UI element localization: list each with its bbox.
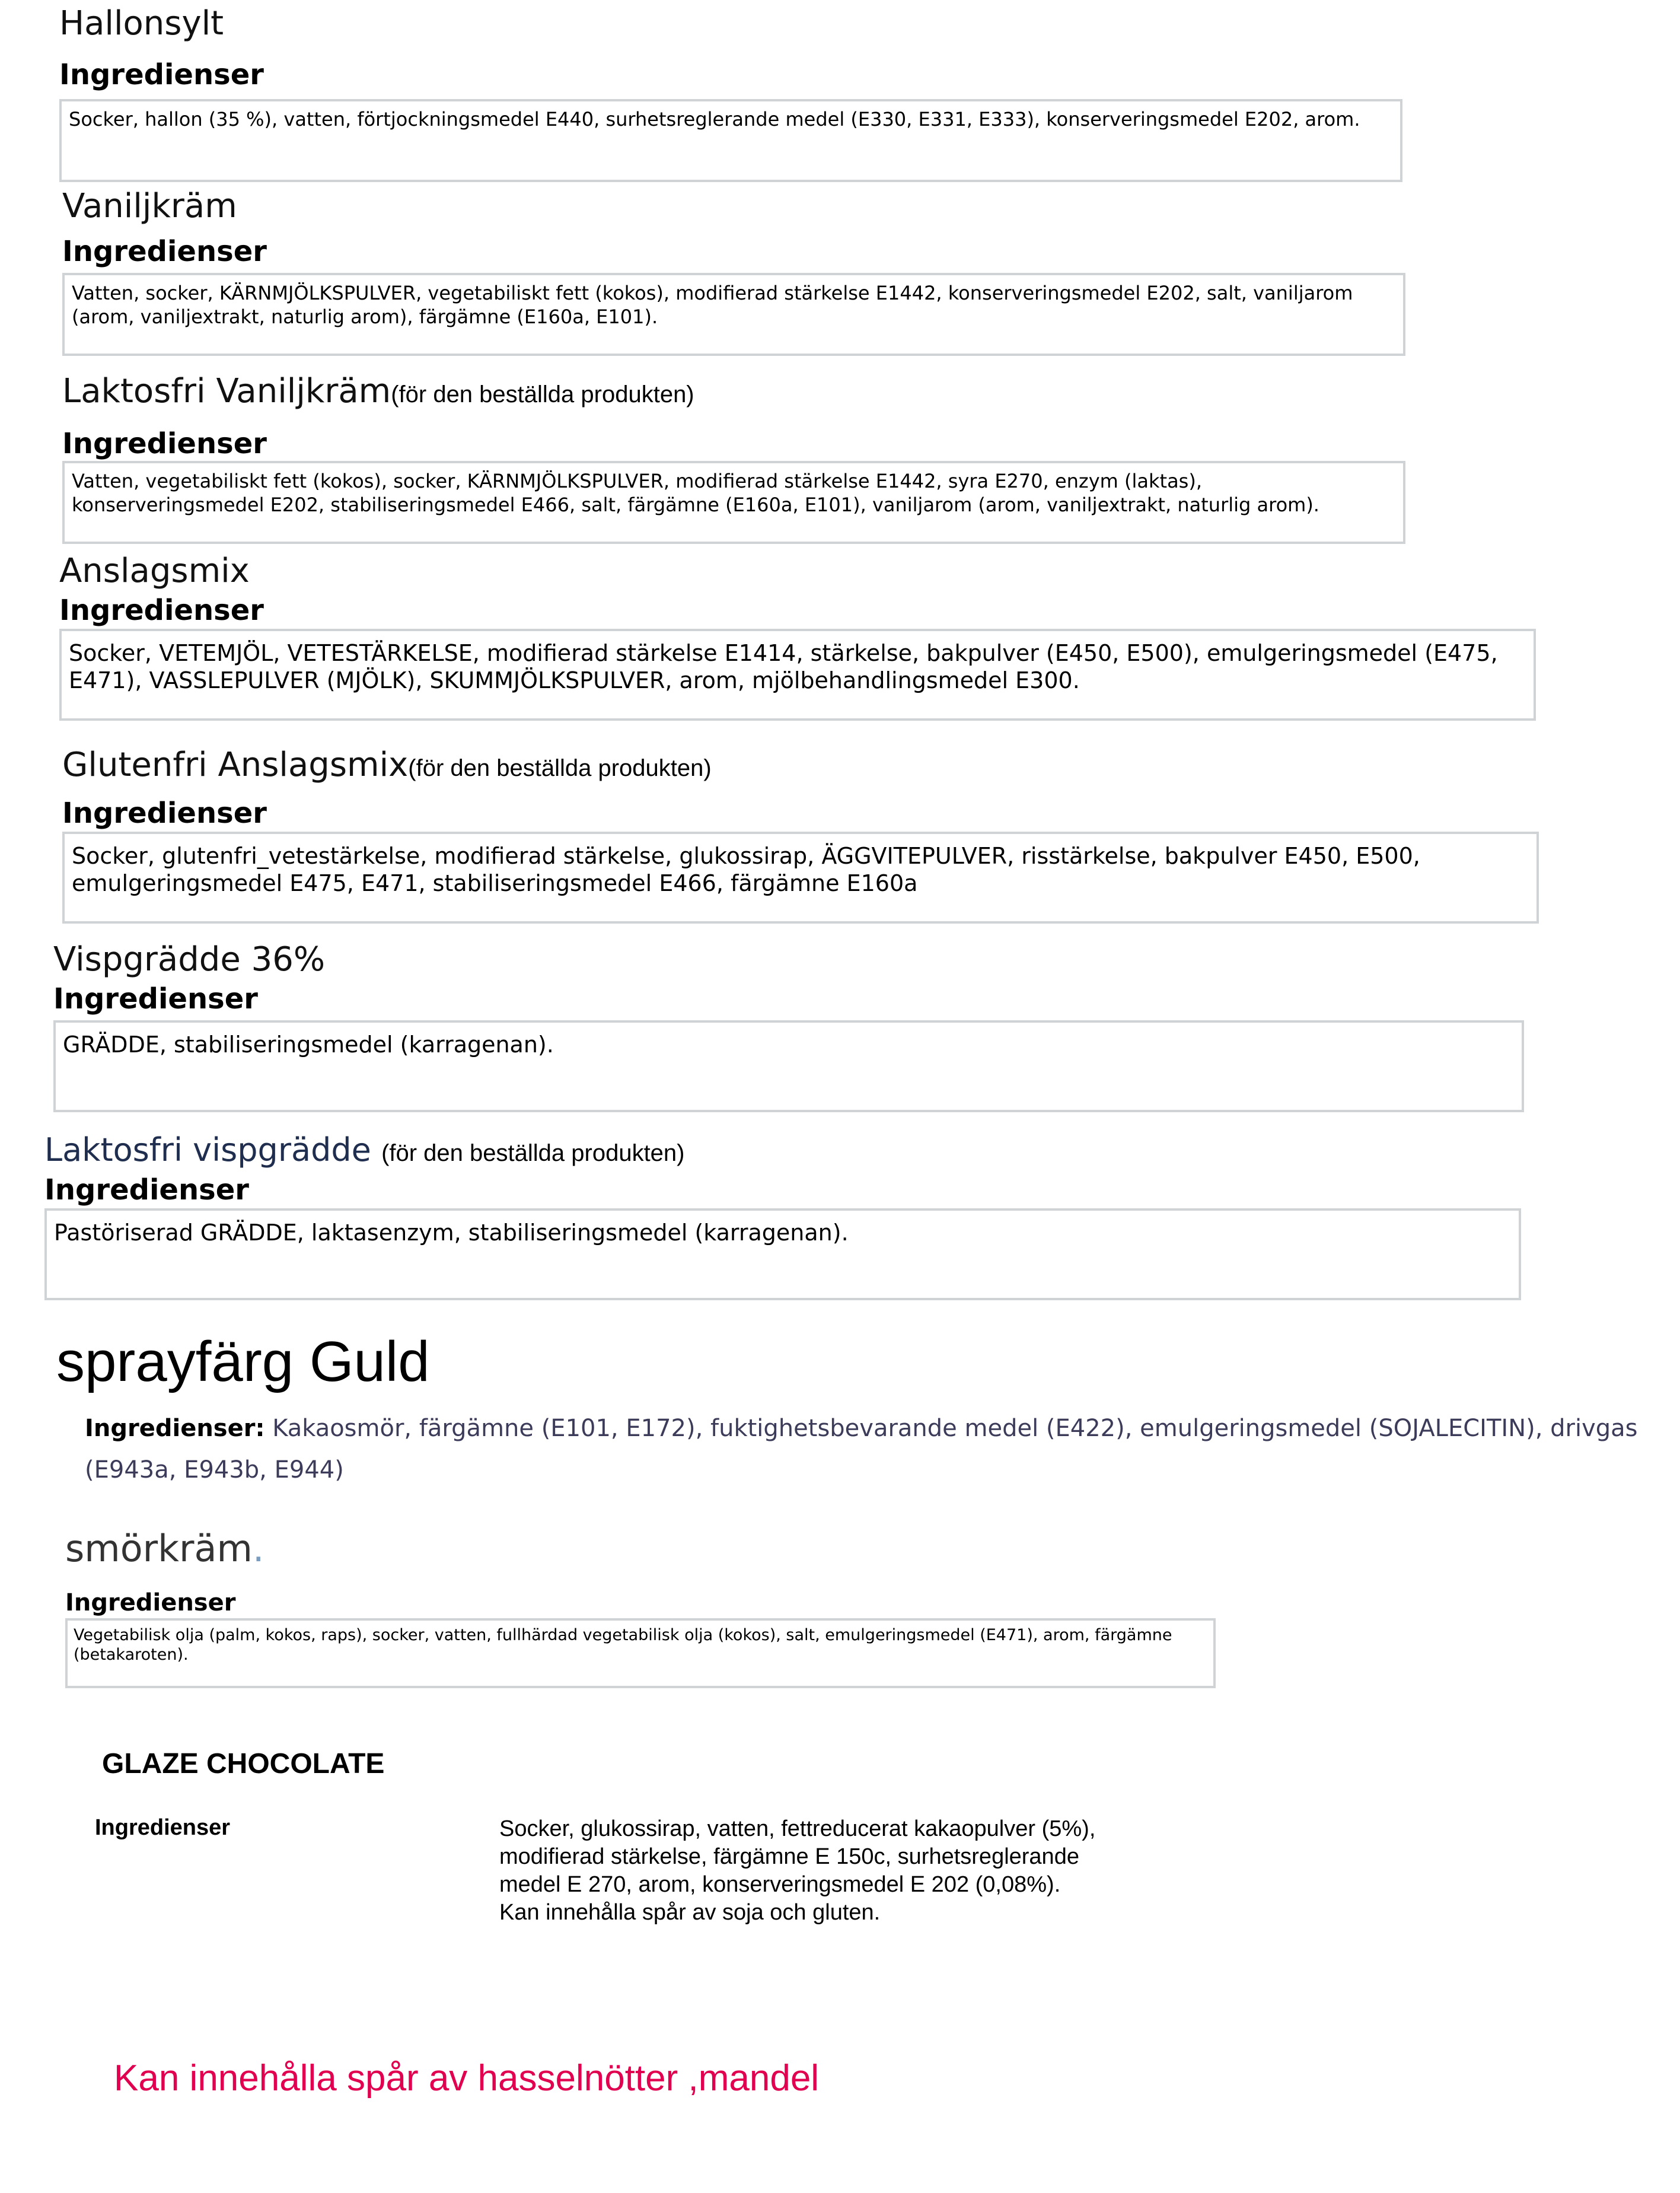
section-heading [44,1131,685,1169]
section-note: (för den beställda produkten) [381,1140,685,1166]
ingredients-label: Ingredienser [59,594,264,627]
ingredients-box: Vegetabilisk olja (palm, kokos, raps), socker, vatten, fullhärdad vegetabilisk olja (kokos), salt, emulgeringsmedel (E471), arom, färgämne (betakaroten). [65,1618,1216,1688]
ingredients-line: modifierad stärkelse, färgämne E 150c, surhetsreglerande [499,1844,1079,1869]
ingredients-label: Ingredienser [95,1815,231,1840]
ingredients-text [499,1815,1211,1927]
ingredients-text: Kakaosmör, färgämne (E101, E172), fuktighetsbevarande medel (E422), emulgeringsmedel (SOJALECITIN), drivgas [272,1415,1638,1442]
ingredients-label: Ingredienser [62,427,267,460]
section-title: Laktosfri Vaniljkräm [62,372,391,410]
ingredients-box: Socker, VETEMJÖL, VETESTÄRKELSE, modifierad stärkelse E1414, stärkelse, bakpulver (E450, E500), emulgeringsmedel (E475, E471), VASSLEPULVER (MJÖLK), SKUMMJÖLKSPULVER, arom, mjölbehandlingsmedel E300. [59,629,1536,721]
ingredients-line: Socker, glukossirap, vatten, fettreducerat kakaopulver (5%), [499,1816,1096,1841]
section-title: Glutenfri Anslagsmix [62,746,409,784]
ingredients-label: Ingredienser: [85,1415,265,1442]
section-title: Hallonsylt [59,4,224,43]
ingredients-label: Ingredienser [44,1173,249,1207]
section-note: (för den beställda produkten) [408,755,712,781]
ingredients-line: medel E 270, arom, konserveringsmedel E 202 (0,08%). [499,1872,1061,1897]
ingredients-box: Pastöriserad GRÄDDE, laktasenzym, stabiliseringsmedel (karragenan). [44,1208,1521,1300]
ingredients-label: Ingredienser [62,797,267,830]
section-title: sprayfärg Guld [56,1330,430,1393]
section-title: Anslagsmix [59,552,250,590]
allergen-warning: Kan innehålla spår av hasselnötter ,mandel [114,2058,820,2099]
section-note: (för den beställda produkten) [391,381,694,408]
section-heading [65,1527,264,1570]
ingredients-label: Ingredienser [65,1589,236,1616]
ingredients-label: Ingredienser [53,982,258,1016]
ingredients-label: Ingredienser [59,58,264,91]
ingredients-box: Socker, glutenfri_vetestärkelse, modifierad stärkelse, glukossirap, ÄGGVITEPULVER, risstärkelse, bakpulver E450, E500, emulgeringsmedel E475, E471, stabiliseringsmedel E466, färgämne E160a [62,832,1539,924]
section-title: Vaniljkräm [62,187,237,225]
ingredients-line-2: (E943a, E943b, E944) [85,1456,344,1484]
section-heading [62,372,694,410]
section-title: GLAZE CHOCOLATE [102,1748,385,1780]
ingredients-box: GRÄDDE, stabiliseringsmedel (karragenan). [53,1020,1524,1112]
section-title: Laktosfri vispgrädde [44,1131,371,1169]
ingredients-line: Kan innehålla spår av soja och gluten. [499,1900,881,1925]
ingredients-line-1 [85,1408,1680,1449]
ingredients-box: Vatten, vegetabiliskt fett (kokos), socker, KÄRNMJÖLKSPULVER, modifierad stärkelse E1442, syra E270, enzym (laktas), konserveringsmedel E202, stabiliseringsmedel E466, salt, färgämne (E160a, E101), vaniljarom (arom, vaniljextrakt, naturlig arom). [62,461,1405,544]
ingredients-box: Socker, hallon (35 %), vatten, förtjockningsmedel E440, surhetsreglerande medel (E330, E331, E333), konserveringsmedel E202, arom. [59,99,1402,182]
title-dot: . [252,1527,264,1570]
section-title: smörkräm [65,1527,253,1570]
section-heading [62,746,712,784]
section-title: Vispgrädde 36% [53,940,326,979]
ingredients-box: Vatten, socker, KÄRNMJÖLKSPULVER, vegetabiliskt fett (kokos), modifierad stärkelse E1442, konserveringsmedel E202, salt, vaniljarom (arom, vaniljextrakt, naturlig arom), färgämne (E160a, E101). [62,273,1405,356]
ingredients-label: Ingredienser [62,235,267,268]
